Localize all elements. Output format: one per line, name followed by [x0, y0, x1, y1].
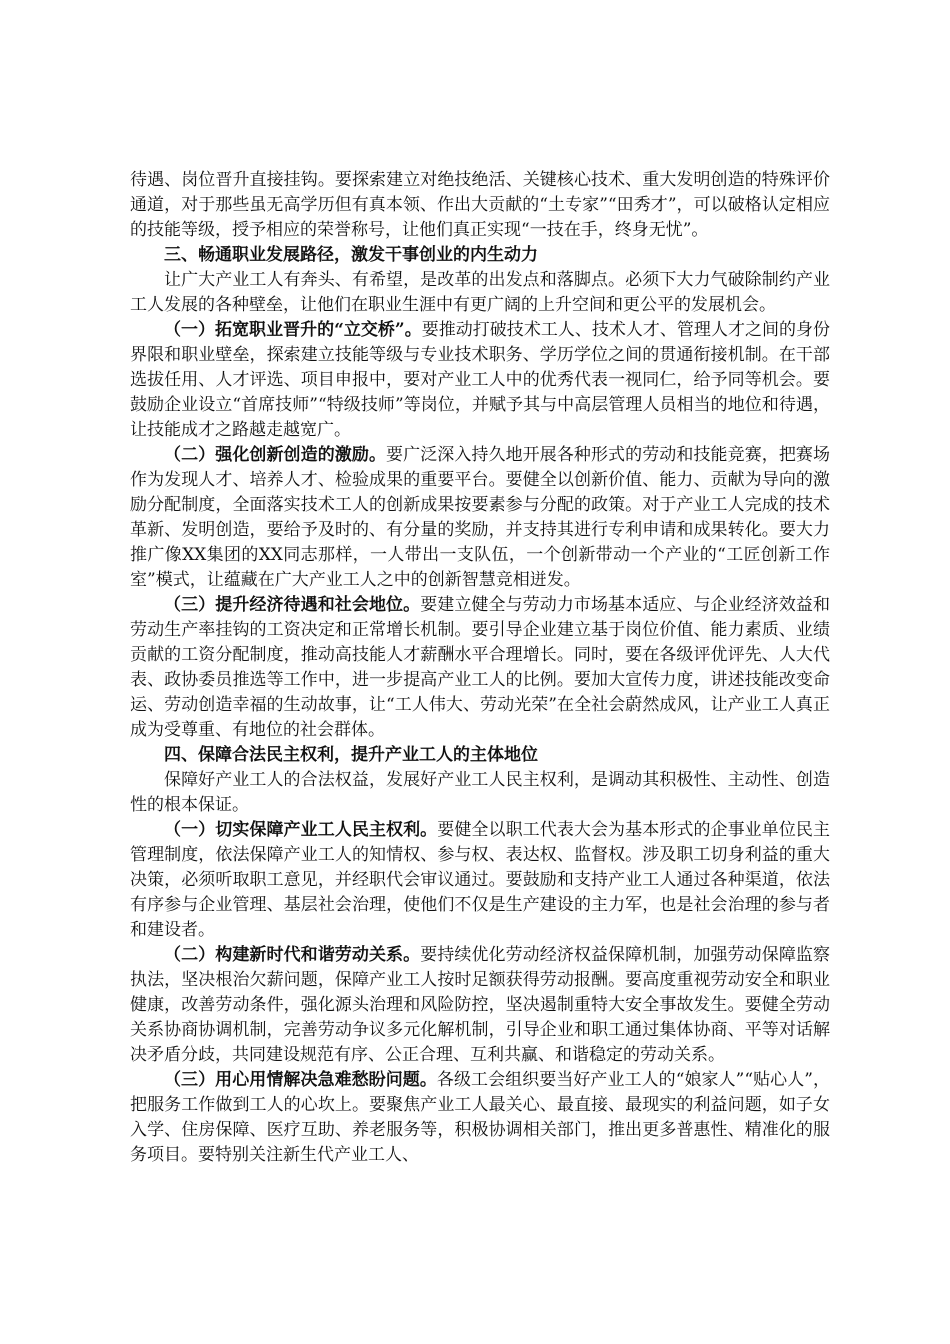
section-3-item-3-title: （三）提升经济待遇和社会地位。 [164, 595, 421, 615]
section-heading-3: 三、畅通职业发展路径，激发干事创业的内生动力 [164, 245, 538, 265]
section-4-item-1 [130, 818, 830, 943]
section-3-item-3 [130, 593, 830, 743]
section-4-item-2-title: （二）构建新时代和谐劳动关系。 [164, 945, 421, 965]
section-3-item-2 [130, 443, 830, 593]
section-3-item-1-title: （一）拓宽职业晋升的“立交桥”。 [164, 320, 422, 340]
section-4-intro: 保障好产业工人的合法权益，发展好产业工人民主权利，是调动其积极性、主动性、创造性的根本保证。 [130, 770, 830, 815]
section-3-item-2-text: 要广泛深入持久地开展各种形式的劳动和技能竞赛，把赛场作为发现人才、培养人才、检验成果的重要平台。要健全以创新价值、能力、贡献为导向的激励分配制度，全面落实技术工人的创新成果按要素参与分配的政策。对于产业工人完成的技术革新、发明创造，要给予及时的、有分量的奖励，并支持其进行专利申请和成果转化。要大力推广像XX集团的XX同志那样，一人带出一支队伍，一个创新带动一个产业的“工匠创新工作室”模式，让蕴藏在广大产业工人之中的创新智慧竞相迸发。 [130, 445, 831, 590]
section-heading-4: 四、保障合法民主权利，提升产业工人的主体地位 [164, 745, 538, 765]
document-body [130, 168, 830, 1168]
section-4-item-3-text: 各级工会组织要当好产业工人的“娘家人”“贴心人”，把服务工作做到工人的心坎上。要聚焦产业工人最关心、最直接、最现实的利益问题，如子女入学、住房保障、医疗互助、养老服务等，积极协调相关部门，推出更多普惠性、精准化的服务项目。要特别关注新生代产业工人、 [130, 1070, 831, 1165]
section-4-item-2-text: 要持续优化劳动经济权益保障机制，加强劳动保障监察执法，坚决根治欠薪问题，保障产业工人按时足额获得劳动报酬。要高度重视劳动安全和职业健康，改善劳动条件，强化源头治理和风险防控，坚决遏制重特大安全事故发生。要健全劳动关系协商协调机制，完善劳动争议多元化解机制，引导企业和职工通过集体协商、平等对话解决矛盾分歧，共同建设规范有序、公正合理、互利共赢、和谐稳定的劳动关系。 [130, 945, 831, 1065]
paragraph-continuation: 待遇、岗位晋升直接挂钩。要探索建立对绝技绝活、关键核心技术、重大发明创造的特殊评价通道，对于那些虽无高学历但有真本领、作出大贡献的“土专家”“田秀才”，可以破格认定相应的技能等级，授予相应的荣誉称号，让他们真正实现“一技在手，终身无忧”。 [130, 170, 830, 240]
section-4-item-3-title: （三）用心用情解决急难愁盼问题。 [164, 1070, 437, 1090]
section-3-intro: 让广大产业工人有奔头、有希望，是改革的出发点和落脚点。必须下大力气破除制约产业工人发展的各种壁垒，让他们在职业生涯中有更广阔的上升空间和更公平的发展机会。 [130, 270, 830, 315]
section-3-item-1-text: 要推动打破技术工人、技术人才、管理人才之间的身份界限和职业壁垒，探索建立技能等级与专业技术职务、学历学位之间的贯通衔接机制。在干部选拔任用、人才评选、项目申报中，要对产业工人中的优秀代表一视同仁，给予同等机会。要鼓励企业设立“首席技师”“特级技师”等岗位，并赋予其与中高层管理人员相当的地位和待遇，让技能成才之路越走越宽广。 [130, 320, 831, 440]
section-4-item-2 [130, 943, 830, 1068]
section-3-item-2-title: （二）强化创新创造的激励。 [164, 445, 387, 465]
section-4-item-1-text: 要健全以职工代表大会为基本形式的企事业单位民主管理制度，依法保障产业工人的知情权、参与权、表达权、监督权。涉及职工切身利益的重大决策，必须听取职工意见，并经职代会审议通过。要鼓励和支持产业工人通过各种渠道，依法有序参与企业管理、基层社会治理，使他们不仅是生产建设的主力军，也是社会治理的参与者和建设者。 [130, 820, 831, 940]
section-4-item-1-title: （一）切实保障产业工人民主权利。 [164, 820, 438, 840]
section-4-item-3 [130, 1068, 830, 1168]
section-3-item-3-text: 要建立健全与劳动力市场基本适应、与企业经济效益和劳动生产率挂钩的工资决定和正常增长机制。要引导企业建立基于岗位价值、能力素质、业绩贡献的工资分配制度，推动高技能人才薪酬水平合理增长。同时，要在各级评优评先、人大代表、政协委员推选等工作中，进一步提高产业工人的比例。要加大宣传力度，讲述技能改变命运、劳动创造幸福的生动故事，让“工人伟大、劳动光荣”在全社会蔚然成风，让产业工人真正成为受尊重、有地位的社会群体。 [130, 595, 831, 740]
section-3-item-1 [130, 318, 830, 443]
